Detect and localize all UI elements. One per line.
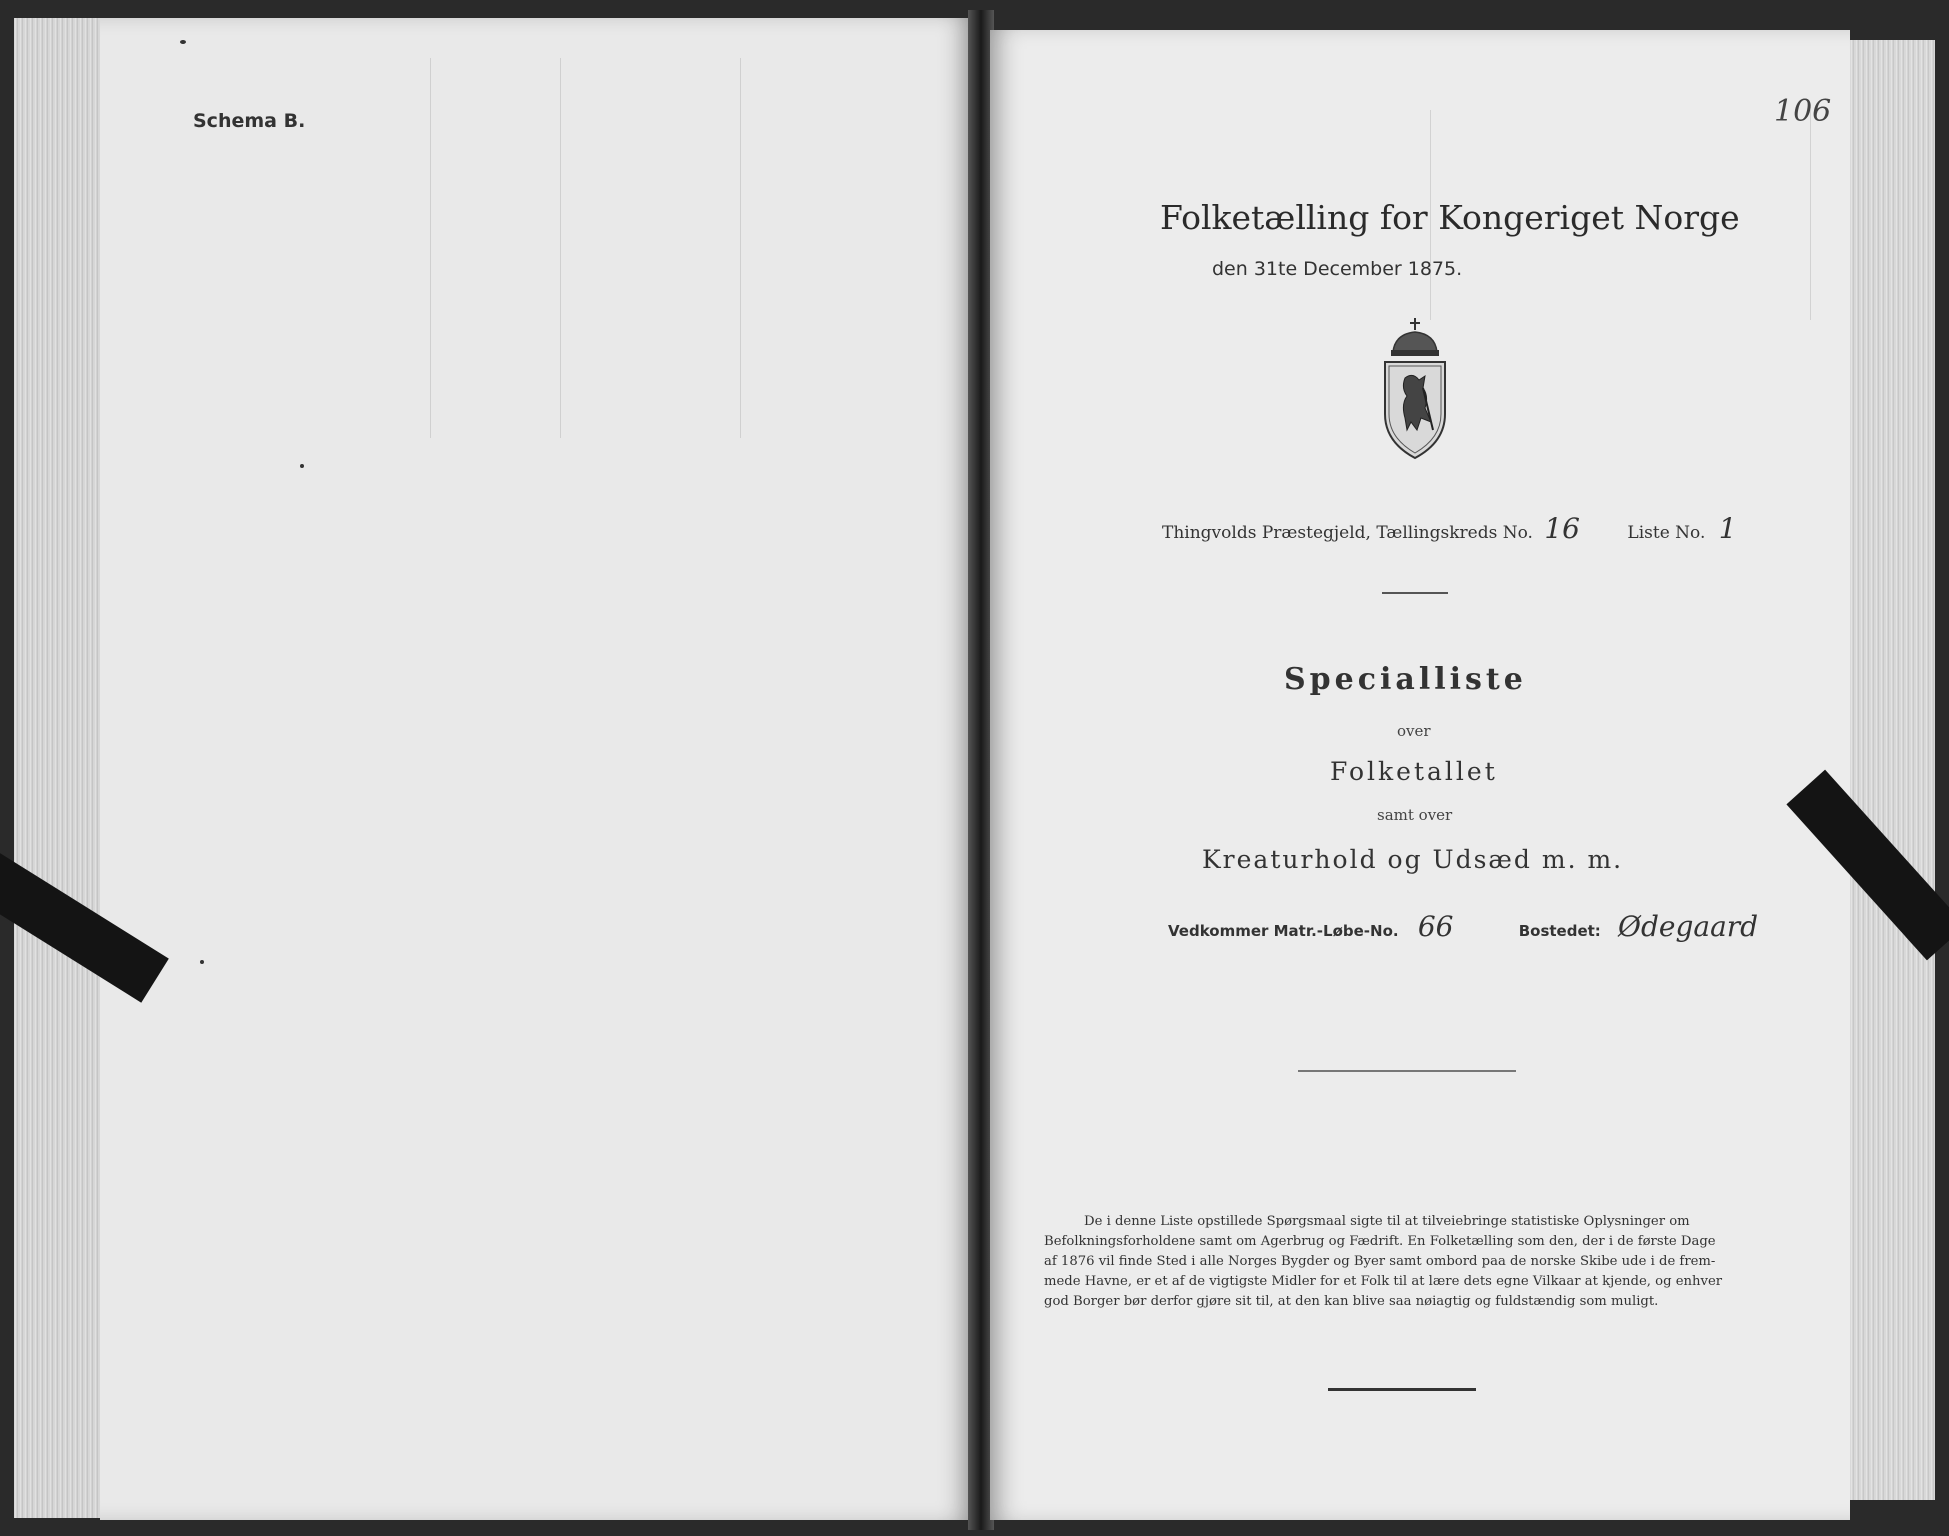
paragraph-line: god Borger bør derfor gjøre sit til, at den kan blive saa nøiagtig og fuldstændig som muligt. [1044,1294,1659,1309]
bleed-through-line [1810,110,1811,320]
folketallet-heading: Folketallet [1330,757,1498,786]
right-page-edges [1840,40,1935,1500]
census-date: den 31te December 1875. [1212,258,1463,280]
page-number: 106 [1774,94,1832,129]
closing-rule [1328,1388,1476,1391]
over-label: over [1397,722,1431,740]
bleed-through-line [560,58,561,438]
paragraph-line: De i denne Liste opstillede Spørgsmaal sigte til at tilveiebringe statistiske Oplysninger om [1084,1214,1690,1229]
bosted-label: Bostedet: [1518,922,1601,940]
district-line [1162,512,1737,545]
paragraph-line: Befolkningsforholdene samt om Agerbrug og Fædrift. En Folketælling som den, der i de første Dage [1044,1234,1716,1249]
paragraph-line: af 1876 vil finde Sted i alle Norges Bygder og Byer samt ombord paa de norske Skibe ude i de frem- [1044,1254,1716,1269]
coat-of-arms-icon [1375,318,1455,468]
list-number: 1 [1718,512,1737,545]
bleed-through-line [740,58,741,438]
matr-label: Vedkommer Matr.-Løbe-No. [1168,922,1399,940]
specialliste-heading: Specialliste [1284,662,1527,697]
matr-number: 66 [1417,910,1454,943]
list-label: Liste No. [1627,523,1706,543]
kreaturhold-heading: Kreaturhold og Udsæd m. m. [1202,845,1624,874]
page-title: Folketælling for Kongeriget Norge [1160,198,1740,237]
ink-speck [300,464,304,468]
left-page-blank [100,18,972,1520]
bleed-through-line [430,58,431,438]
parish-label: Præstegjeld, [1261,523,1371,543]
divider-short [1382,592,1448,594]
ink-speck [200,960,204,964]
bosted-name: Ødegaard [1618,910,1759,943]
ink-speck [180,40,186,44]
paragraph-line: mede Havne, er et af de vigtigste Midler for et Folk til at lære dets egne Vilkaar at kjende, og enhver [1044,1274,1723,1289]
signature-line [1298,1070,1516,1072]
property-line [1168,910,1758,943]
census-district-number: 16 [1544,512,1580,545]
samt-over-label: samt over [1377,806,1453,824]
schema-label: Schema B. [193,110,306,132]
parish-name: Thingvolds [1162,523,1257,543]
instructions-paragraph [1044,1212,1760,1312]
census-district-label: Tællingskreds No. [1376,523,1533,543]
